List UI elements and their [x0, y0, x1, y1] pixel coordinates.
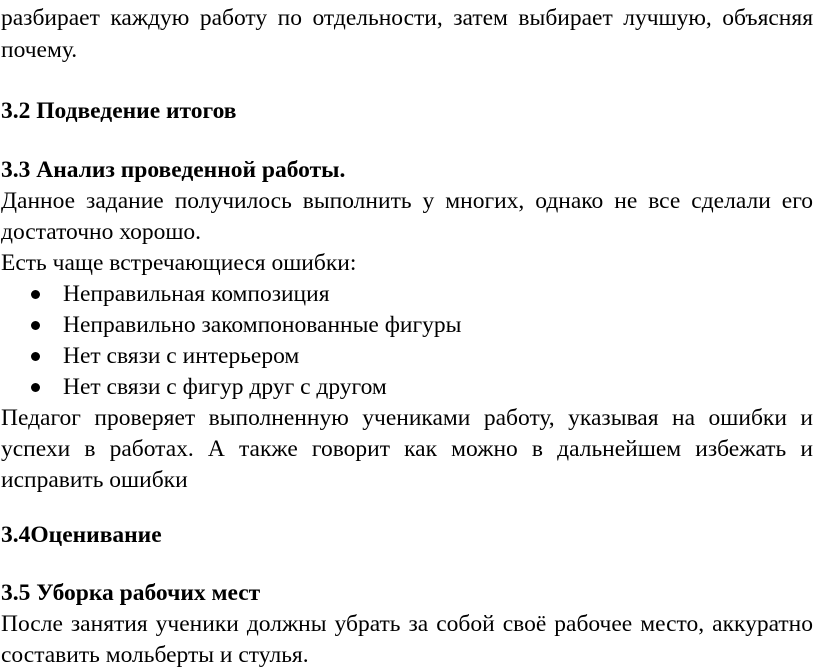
paragraph-line: Данное задание получилось выполнить у многих, однако не все сделали его [1, 188, 813, 214]
paragraph-line: После занятия ученики должны убрать за собой своё рабочее место, аккуратно [1, 611, 813, 637]
list-item-text: Неправильно закомпонованные фигуры [63, 312, 462, 338]
paragraph-line: достаточно хорошо. [1, 219, 202, 245]
paragraph-line: Педагог проверяет выполненную учениками работу, указывая на ошибки и [1, 405, 813, 431]
intro-line-1: разбирает каждую работу по отдельности, затем выбирает лучшую, объясняя [1, 5, 813, 31]
heading-3-5: 3.5 Уборка рабочих мест [1, 580, 261, 606]
intro-line-2: почему. [1, 37, 78, 63]
paragraph-line: успехи в работах. А также говорит как можно в дальнейшем избежать и [1, 436, 813, 462]
list-item-text: Нет связи с фигур друг с другом [63, 374, 387, 400]
list-item-text: Неправильная композиция [63, 281, 330, 307]
bullet-icon [31, 290, 40, 299]
heading-3-2: 3.2 Подведение итогов [1, 98, 237, 124]
bullet-icon [31, 352, 40, 361]
bullet-icon [31, 321, 40, 330]
bullet-icon [31, 383, 40, 392]
paragraph-line: составить мольберты и стулья. [1, 642, 309, 668]
paragraph-line: исправить ошибки [1, 467, 188, 493]
list-item-text: Нет связи с интерьером [63, 343, 300, 369]
heading-3-3: 3.3 Анализ проведенной работы. [1, 157, 346, 183]
errors-intro: Есть чаще встречающиеся ошибки: [1, 250, 357, 276]
heading-3-4: 3.4Оценивание [1, 522, 162, 548]
